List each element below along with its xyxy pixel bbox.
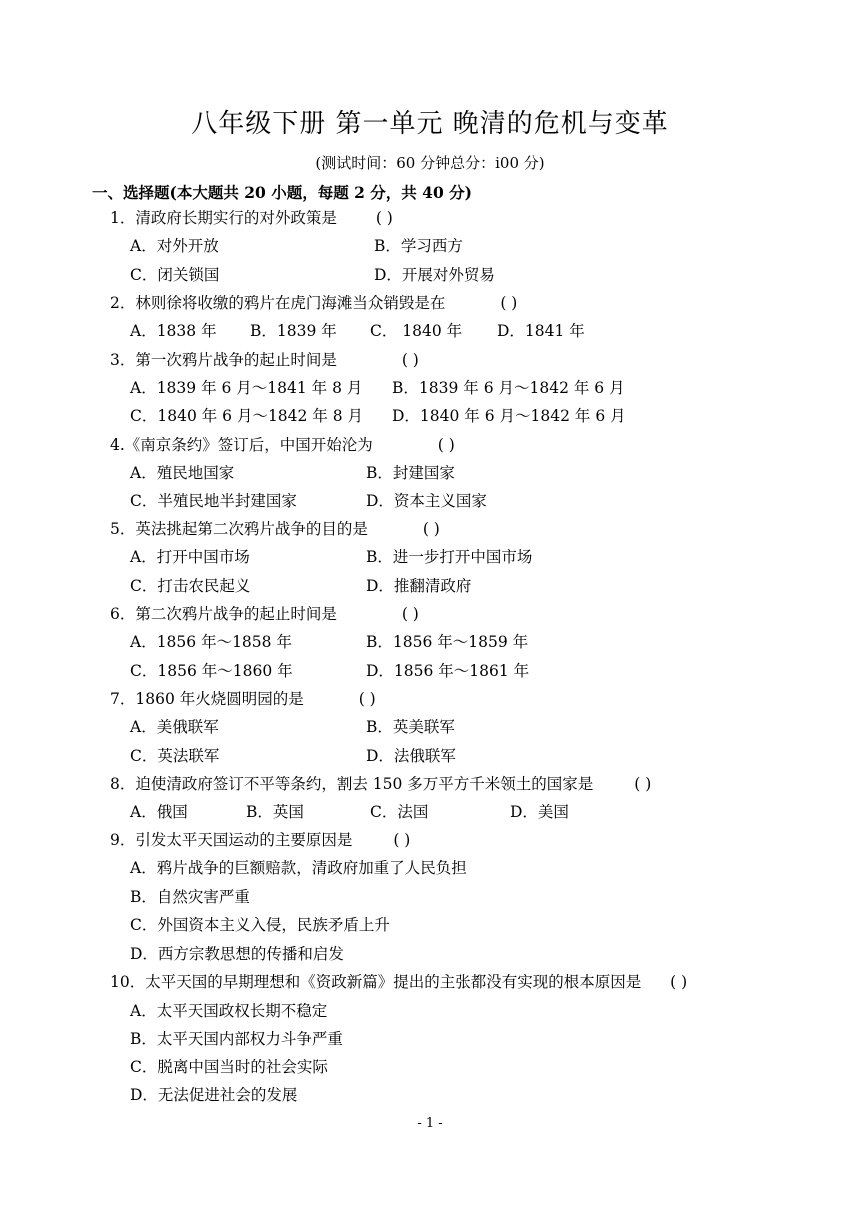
question-7-option-a: A．美俄联军 [130,718,219,736]
question-5-option-a: A．打开中国市场 [130,548,250,566]
question-6-option-a: A．1856 年～1858 年 [130,633,292,651]
question-9-stem [110,830,410,850]
question-stem-text: 8．迫使清政府签订不平等条约，割去 150 多万平方千米领土的国家是 [110,775,594,793]
question-6-option-c: C．1856 年～1860 年 [130,662,293,680]
question-4-stem [110,435,455,455]
answer-blank: ( ) [437,436,455,454]
answer-blank: ( ) [422,520,440,538]
question-1-option-b: B．学习西方 [374,237,463,255]
question-10-option-c: C．脱离中国当时的社会实际 [130,1058,328,1076]
question-4-option-c: C．半殖民地半封建国家 [130,492,297,510]
exam-subtitle: (测试时间：60 分钟总分：i00 分) [315,154,545,172]
question-2-option-a: A．1838 年 [130,322,217,340]
question-9-option-c: C．外国资本主义入侵，民族矛盾上升 [130,916,390,934]
question-stem-text: 2．林则徐将收缴的鸦片在虎门海滩当众销毁是在 [110,294,446,312]
exam-title: 八年级下册 第一单元 晚清的危机与变革 [191,109,669,139]
page-number: - 1 - [417,1116,443,1131]
answer-blank: ( ) [401,351,419,369]
question-5-option-d: D．推翻清政府 [366,577,472,595]
question-4-option-b: B．封建国家 [366,464,455,482]
question-10-option-d: D．无法促进社会的发展 [130,1086,298,1104]
question-10-stem [110,972,687,992]
question-2-stem [110,293,517,313]
question-3-option-b: B．1839 年 6 月～1842 年 6 月 [392,379,625,397]
question-6-option-b: B．1856 年～1859 年 [366,633,529,651]
question-1-option-a: A．对外开放 [130,237,219,255]
question-2-option-d: D．1841 年 [497,322,585,340]
question-7-option-c: C．英法联军 [130,747,220,765]
question-5-stem [110,519,440,539]
answer-blank: ( ) [634,775,652,793]
question-9-option-b: B．自然灾害严重 [130,888,250,906]
question-8-option-c: C．法国 [370,803,429,821]
question-7-option-b: B．英美联军 [366,718,455,736]
question-8-stem [110,774,651,794]
question-2-option-b: B．1839 年 [250,322,337,340]
question-8-option-d: D．美国 [510,803,569,821]
question-10-option-b: B．太平天国内部权力斗争严重 [130,1030,343,1048]
question-9-option-a: A．鸦片战争的巨额赔款，清政府加重了人民负担 [130,859,467,877]
question-10-option-a: A．太平天国政权长期不稳定 [130,1002,328,1020]
question-6-option-d: D．1856 年～1861 年 [366,662,530,680]
answer-blank: ( ) [375,209,393,227]
question-7-option-d: D．法俄联军 [366,747,456,765]
question-4-option-d: D．资本主义国家 [366,492,487,510]
answer-blank: ( ) [393,831,411,849]
section-heading: 一、选择题(本大题共 20 小题，每题 2 分，共 40 分) [92,183,472,202]
question-stem-text: 4.《南京条约》签订后，中国开始沦为 [110,436,373,454]
question-stem-text: 10．太平天国的早期理想和《资政新篇》提出的主张都没有实现的根本原因是 [110,973,642,991]
answer-blank: ( ) [358,690,376,708]
question-1-option-c: C．闭关锁国 [130,266,220,284]
question-7-stem [110,689,376,709]
question-9-option-d: D．西方宗教思想的传播和启发 [130,945,344,963]
question-1-stem [110,208,393,228]
question-3-option-c: C．1840 年 6 月～1842 年 8 月 [130,407,364,425]
answer-blank: ( ) [500,294,518,312]
question-stem-text: 6．第二次鸦片战争的起止时间是 [110,605,337,623]
question-1-option-d: D．开展对外贸易 [374,266,495,284]
question-5-option-b: B．进一步打开中国市场 [366,548,533,566]
question-stem-text: 7．1860 年火烧圆明园的是 [110,690,304,708]
question-2-option-c: C． 1840 年 [370,322,463,340]
question-5-option-c: C．打击农民起义 [130,577,251,595]
question-6-stem [110,604,419,624]
question-8-option-a: A．俄国 [130,803,188,821]
question-stem-text: 3．第一次鸦片战争的起止时间是 [110,351,337,369]
question-stem-text: 1．清政府长期实行的对外政策是 [110,209,337,227]
question-stem-text: 9．引发太平天国运动的主要原因是 [110,831,353,849]
question-stem-text: 5．英法挑起第二次鸦片战争的目的是 [110,520,368,538]
answer-blank: ( ) [401,605,419,623]
answer-blank: ( ) [670,973,688,991]
question-3-option-d: D．1840 年 6 月～1842 年 6 月 [392,407,626,425]
question-8-option-b: B．英国 [246,803,304,821]
question-3-option-a: A．1839 年 6 月～1841 年 8 月 [130,379,363,397]
question-3-stem [110,350,419,370]
question-4-option-a: A．殖民地国家 [130,464,235,482]
